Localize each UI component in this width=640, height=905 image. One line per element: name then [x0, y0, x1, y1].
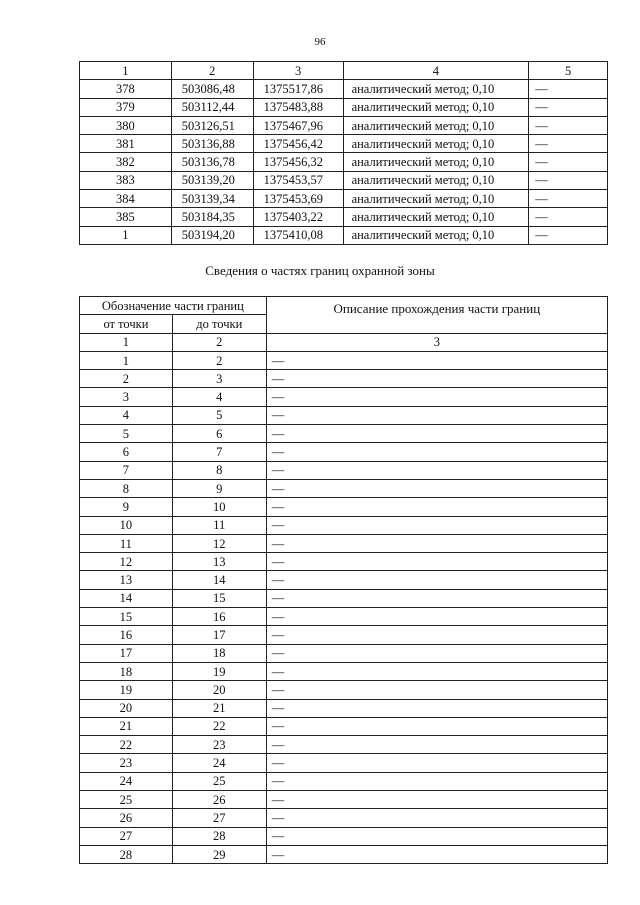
description-cell: —: [266, 754, 607, 772]
description-cell: —: [266, 461, 607, 479]
coordinates-cell: 1375410,08: [253, 226, 343, 244]
boundary-part-row: [80, 516, 608, 534]
to-point-cell: 17: [172, 626, 266, 644]
coordinates-cell: 1375467,96: [253, 116, 343, 134]
coordinates-cell: 503184,35: [171, 208, 253, 226]
to-point-cell: 18: [172, 644, 266, 662]
boundary-part-row: [80, 791, 608, 809]
to-point-cell: 27: [172, 809, 266, 827]
header-part-description: Описание прохождения части границ: [266, 297, 607, 334]
from-point-cell: 26: [80, 809, 173, 827]
from-point-cell: 13: [80, 571, 173, 589]
section-caption: Сведения о частях границ охранной зоны: [205, 263, 435, 278]
coordinates-cell: 380: [80, 116, 172, 134]
description-cell: —: [266, 644, 607, 662]
coordinates-row: [80, 226, 608, 244]
header-to-point: до точки: [172, 315, 266, 333]
from-point-cell: 4: [80, 406, 173, 424]
boundary-part-row: [80, 370, 608, 388]
header-from-point: от точки: [80, 315, 173, 333]
coordinates-cell: 503126,51: [171, 116, 253, 134]
boundary-part-row: [80, 553, 608, 571]
coordinates-row: [80, 153, 608, 171]
from-point-cell: 1: [80, 351, 173, 369]
coordinates-cell: —: [529, 208, 608, 226]
to-point-cell: 11: [172, 516, 266, 534]
coordinates-cell: 503136,78: [171, 153, 253, 171]
boundary-part-row: [80, 827, 608, 845]
to-point-cell: 3: [172, 370, 266, 388]
description-cell: —: [266, 717, 607, 735]
to-point-cell: 23: [172, 736, 266, 754]
from-point-cell: 12: [80, 553, 173, 571]
to-point-cell: 15: [172, 589, 266, 607]
coordinates-cell: 1375403,22: [253, 208, 343, 226]
from-point-cell: 7: [80, 461, 173, 479]
description-cell: —: [266, 791, 607, 809]
from-point-cell: 22: [80, 736, 173, 754]
to-point-cell: 29: [172, 845, 266, 863]
description-cell: —: [266, 827, 607, 845]
coordinates-cell: аналитический метод; 0,10: [343, 98, 529, 116]
coordinates-cell: аналитический метод; 0,10: [343, 208, 529, 226]
boundary-part-row: [80, 479, 608, 497]
description-cell: —: [266, 681, 607, 699]
description-cell: —: [266, 553, 607, 571]
boundary-part-row: [80, 571, 608, 589]
coordinates-cell: 384: [80, 190, 172, 208]
description-cell: —: [266, 479, 607, 497]
description-cell: —: [266, 571, 607, 589]
from-point-cell: 15: [80, 608, 173, 626]
coordinates-cell: 1375456,32: [253, 153, 343, 171]
from-point-cell: 25: [80, 791, 173, 809]
from-point-cell: 14: [80, 589, 173, 607]
parts-header-row-1: [80, 297, 608, 315]
coordinates-cell: аналитический метод; 0,10: [343, 135, 529, 153]
from-point-cell: 20: [80, 699, 173, 717]
coordinates-cell: аналитический метод; 0,10: [343, 171, 529, 189]
coordinates-cell: 503194,20: [171, 226, 253, 244]
to-point-cell: 19: [172, 662, 266, 680]
boundary-part-row: [80, 662, 608, 680]
coordinates-row: [80, 171, 608, 189]
coordinates-cell: —: [529, 98, 608, 116]
to-point-cell: 8: [172, 461, 266, 479]
from-point-cell: 3: [80, 388, 173, 406]
coordinates-cell: —: [529, 171, 608, 189]
boundary-part-row: [80, 754, 608, 772]
col-header: 3: [253, 62, 343, 80]
coordinates-cell: 379: [80, 98, 172, 116]
from-point-cell: 18: [80, 662, 173, 680]
to-point-cell: 22: [172, 717, 266, 735]
to-point-cell: 10: [172, 498, 266, 516]
coordinates-cell: аналитический метод; 0,10: [343, 80, 529, 98]
coordinates-cell: 381: [80, 135, 172, 153]
description-cell: —: [266, 443, 607, 461]
header-part-designation: Обозначение части границ: [80, 297, 267, 315]
coordinates-cell: аналитический метод; 0,10: [343, 190, 529, 208]
boundary-part-row: [80, 425, 608, 443]
description-cell: —: [266, 406, 607, 424]
from-point-cell: 11: [80, 534, 173, 552]
to-point-cell: 28: [172, 827, 266, 845]
to-point-cell: 26: [172, 791, 266, 809]
from-point-cell: 9: [80, 498, 173, 516]
coordinates-cell: аналитический метод; 0,10: [343, 153, 529, 171]
description-cell: —: [266, 589, 607, 607]
coordinates-cell: 1375453,57: [253, 171, 343, 189]
to-point-cell: 2: [172, 351, 266, 369]
boundary-part-row: [80, 406, 608, 424]
page-number: 96: [314, 36, 326, 48]
coordinates-row: [80, 190, 608, 208]
description-cell: —: [266, 388, 607, 406]
to-point-cell: 24: [172, 754, 266, 772]
coordinates-row: [80, 98, 608, 116]
from-point-cell: 16: [80, 626, 173, 644]
coordinates-table: [79, 61, 608, 245]
coordinates-cell: 503112,44: [171, 98, 253, 116]
coordinates-cell: 382: [80, 153, 172, 171]
description-cell: —: [266, 772, 607, 790]
boundary-part-row: [80, 443, 608, 461]
from-point-cell: 5: [80, 425, 173, 443]
coordinates-cell: 503139,20: [171, 171, 253, 189]
description-cell: —: [266, 351, 607, 369]
boundary-part-row: [80, 351, 608, 369]
boundary-part-row: [80, 626, 608, 644]
coordinates-cell: 385: [80, 208, 172, 226]
to-point-cell: 12: [172, 534, 266, 552]
boundary-part-row: [80, 809, 608, 827]
from-point-cell: 28: [80, 845, 173, 863]
boundary-part-row: [80, 589, 608, 607]
to-point-cell: 25: [172, 772, 266, 790]
from-point-cell: 10: [80, 516, 173, 534]
description-cell: —: [266, 608, 607, 626]
coordinates-cell: 378: [80, 80, 172, 98]
coordinates-cell: 503086,48: [171, 80, 253, 98]
coordinates-row: [80, 80, 608, 98]
coordinates-row: [80, 116, 608, 134]
boundary-part-row: [80, 644, 608, 662]
coordinates-row: [80, 208, 608, 226]
boundary-part-row: [80, 461, 608, 479]
description-cell: —: [266, 736, 607, 754]
coordinates-cell: 383: [80, 171, 172, 189]
boundary-part-row: [80, 534, 608, 552]
coordinates-cell: 1375453,69: [253, 190, 343, 208]
boundary-part-row: [80, 772, 608, 790]
coordinates-cell: 1375456,42: [253, 135, 343, 153]
description-cell: —: [266, 370, 607, 388]
coordinates-cell: —: [529, 135, 608, 153]
coordinates-cell: аналитический метод; 0,10: [343, 116, 529, 134]
boundary-part-row: [80, 388, 608, 406]
coordinates-row: [80, 135, 608, 153]
coordinates-cell: 1: [80, 226, 172, 244]
description-cell: —: [266, 425, 607, 443]
to-point-cell: 6: [172, 425, 266, 443]
coordinates-cell: аналитический метод; 0,10: [343, 226, 529, 244]
to-point-cell: 7: [172, 443, 266, 461]
description-cell: —: [266, 626, 607, 644]
col-header: 1: [80, 62, 172, 80]
coordinates-cell: —: [529, 80, 608, 98]
boundary-part-row: [80, 608, 608, 626]
coordinates-cell: 503139,34: [171, 190, 253, 208]
parts-col-number-row: [80, 333, 608, 351]
coordinates-cell: —: [529, 226, 608, 244]
coordinates-header-row: [80, 62, 608, 80]
boundary-parts-table: [79, 296, 608, 864]
coordinates-cell: —: [529, 116, 608, 134]
from-point-cell: 6: [80, 443, 173, 461]
to-point-cell: 16: [172, 608, 266, 626]
from-point-cell: 27: [80, 827, 173, 845]
from-point-cell: 17: [80, 644, 173, 662]
coordinates-cell: 1375517,86: [253, 80, 343, 98]
description-cell: —: [266, 534, 607, 552]
from-point-cell: 23: [80, 754, 173, 772]
from-point-cell: 8: [80, 479, 173, 497]
from-point-cell: 19: [80, 681, 173, 699]
from-point-cell: 21: [80, 717, 173, 735]
col-header: 2: [171, 62, 253, 80]
boundary-part-row: [80, 498, 608, 516]
col-number: 2: [172, 333, 266, 351]
col-number: 3: [266, 333, 607, 351]
col-header: 5: [529, 62, 608, 80]
to-point-cell: 21: [172, 699, 266, 717]
boundary-part-row: [80, 845, 608, 863]
to-point-cell: 20: [172, 681, 266, 699]
coordinates-cell: —: [529, 190, 608, 208]
boundary-part-row: [80, 717, 608, 735]
description-cell: —: [266, 516, 607, 534]
boundary-part-row: [80, 699, 608, 717]
description-cell: —: [266, 699, 607, 717]
col-number: 1: [80, 333, 173, 351]
from-point-cell: 24: [80, 772, 173, 790]
to-point-cell: 4: [172, 388, 266, 406]
description-cell: —: [266, 809, 607, 827]
to-point-cell: 13: [172, 553, 266, 571]
to-point-cell: 14: [172, 571, 266, 589]
coordinates-cell: 503136,88: [171, 135, 253, 153]
to-point-cell: 5: [172, 406, 266, 424]
coordinates-cell: 1375483,88: [253, 98, 343, 116]
boundary-part-row: [80, 736, 608, 754]
to-point-cell: 9: [172, 479, 266, 497]
col-header: 4: [343, 62, 529, 80]
from-point-cell: 2: [80, 370, 173, 388]
coordinates-cell: —: [529, 153, 608, 171]
boundary-part-row: [80, 681, 608, 699]
description-cell: —: [266, 845, 607, 863]
description-cell: —: [266, 498, 607, 516]
description-cell: —: [266, 662, 607, 680]
